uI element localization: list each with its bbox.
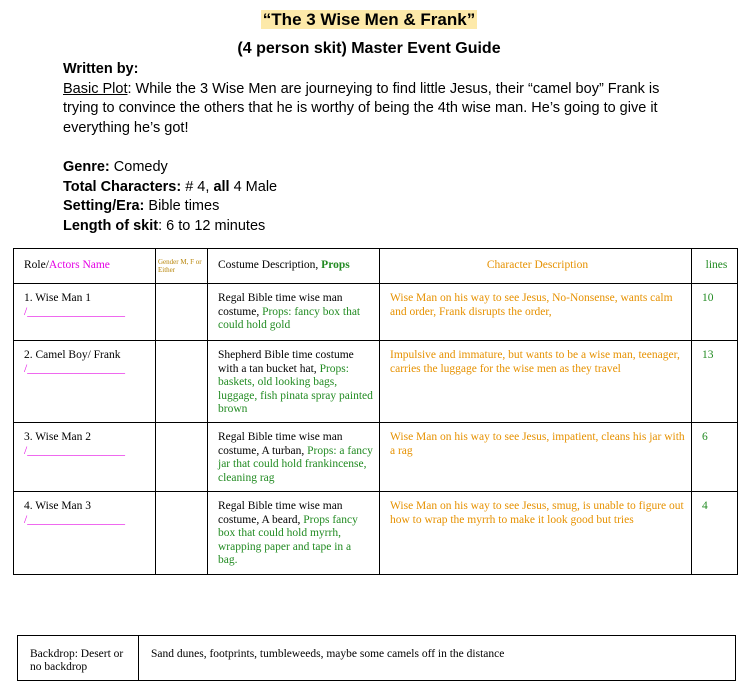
lines-cell: 6	[692, 423, 738, 492]
length-label: Length of skit	[63, 217, 159, 234]
actor-name-field[interactable]: /_________________	[24, 362, 125, 375]
header-character: Character Description	[380, 249, 692, 284]
skit-info	[63, 60, 683, 236]
role-name: 1. Wise Man 1	[24, 292, 92, 304]
props-text: Props: fancy box that could hold gold	[218, 305, 361, 331]
lines-cell: 10	[692, 284, 738, 341]
setting-label: Setting/Era:	[63, 198, 145, 214]
character-cell: Wise Man on his way to see Jesus, impatient, cleans his jar with a rag	[380, 423, 692, 492]
header-costume-label: Costume Description,	[218, 259, 322, 272]
length-value: : 6 to 12 minutes	[158, 217, 266, 234]
gender-cell	[156, 423, 208, 492]
header-role-label: Role/	[24, 259, 49, 272]
character-cell: Impulsive and immature, but wants to be a wise man, teenager, carries the luggage for the wise men as they travel	[380, 341, 692, 423]
character-cell: Wise Man on his way to see Jesus, smug, is unable to figure out how to wrap the myrrh to make it look good but tries	[380, 492, 692, 575]
document-title	[0, 10, 738, 30]
role-name: 3. Wise Man 2	[24, 431, 92, 443]
costume-text: Shepherd Bible time costume with a tan bucket hat,	[218, 349, 354, 375]
gender-cell	[156, 341, 208, 423]
basic-plot-label: Basic Plot	[63, 80, 128, 97]
props-text: Props: baskets, old looking bags, luggage, fish pinata spray painted brown	[218, 362, 373, 415]
document-subtitle: (4 person skit) Master Event Guide	[237, 40, 501, 57]
costume-text: Regal Bible time wise man costume,	[218, 292, 343, 318]
gender-cell	[156, 284, 208, 341]
costume-text: Regal Bible time wise man costume, A beard,	[218, 500, 343, 526]
spacer	[63, 138, 683, 158]
actor-name-field[interactable]: /_________________	[24, 305, 125, 318]
genre-value: Comedy	[109, 159, 168, 175]
role-cell	[14, 423, 156, 492]
role-name: 4. Wise Man 3	[24, 500, 92, 512]
setting-era	[63, 197, 683, 217]
backdrop-table	[17, 635, 736, 681]
actor-name-field[interactable]: /_________________	[24, 513, 125, 526]
lines-cell: 13	[692, 341, 738, 423]
header-lines: lines	[692, 249, 738, 284]
role-cell	[14, 284, 156, 341]
document-title-text: “The 3 Wise Men & Frank”	[262, 10, 476, 29]
table-row	[14, 284, 738, 341]
total-characters	[63, 178, 683, 198]
written-by-label: Written by:	[63, 61, 139, 77]
lines-cell: 4	[692, 492, 738, 575]
role-cell	[14, 492, 156, 575]
header-actors-label: Actors Name	[48, 259, 110, 272]
backdrop-label: Backdrop: Desert or no backdrop	[18, 636, 139, 681]
setting-value: Bible times	[144, 198, 220, 214]
table-row	[14, 341, 738, 423]
backdrop-row	[18, 636, 736, 681]
genre	[63, 158, 683, 178]
table-row	[14, 423, 738, 492]
skit-length	[63, 217, 683, 237]
header-role	[14, 249, 156, 284]
gender-cell	[156, 492, 208, 575]
total-characters-count: # 4,	[181, 178, 214, 195]
role-cell	[14, 341, 156, 423]
costume-cell	[208, 341, 380, 423]
basic-plot-text: : While the 3 Wise Men are journeying to find little Jesus, their “camel boy” Frank is trying to convince the others that he is worthy of being the 4th wise man. He’s going to give it everything he’s got!	[63, 80, 660, 136]
genre-label: Genre:	[63, 159, 110, 175]
basic-plot	[63, 80, 683, 139]
costume-cell	[208, 492, 380, 575]
total-characters-all: all	[213, 178, 230, 195]
backdrop-value: Sand dunes, footprints, tumbleweeds, maybe some camels off in the distance	[139, 636, 736, 681]
props-text: Props fancy box that could hold myrrh, wrapping paper and tape in a bag.	[218, 513, 358, 566]
table-header-row	[14, 249, 738, 284]
total-characters-gender: 4 Male	[229, 178, 278, 195]
total-characters-label: Total Characters:	[63, 178, 182, 195]
actor-name-field[interactable]: /_________________	[24, 444, 125, 457]
costume-text: Regal Bible time wise man costume, A turban,	[218, 431, 343, 457]
written-by	[63, 60, 683, 80]
header-gender: Gender M, F or Either	[156, 249, 208, 284]
character-table	[13, 248, 738, 575]
costume-cell	[208, 284, 380, 341]
table-row	[14, 492, 738, 575]
role-name: 2. Camel Boy/ Frank	[24, 349, 121, 361]
header-costume	[208, 249, 380, 284]
props-text: Props: a fancy jar that could hold frankincense, cleaning rag	[218, 444, 373, 484]
character-cell: Wise Man on his way to see Jesus, No-Nonsense, wants calm and order, Frank disrupts the order,	[380, 284, 692, 341]
costume-cell	[208, 423, 380, 492]
header-props-label: Props	[321, 259, 350, 272]
